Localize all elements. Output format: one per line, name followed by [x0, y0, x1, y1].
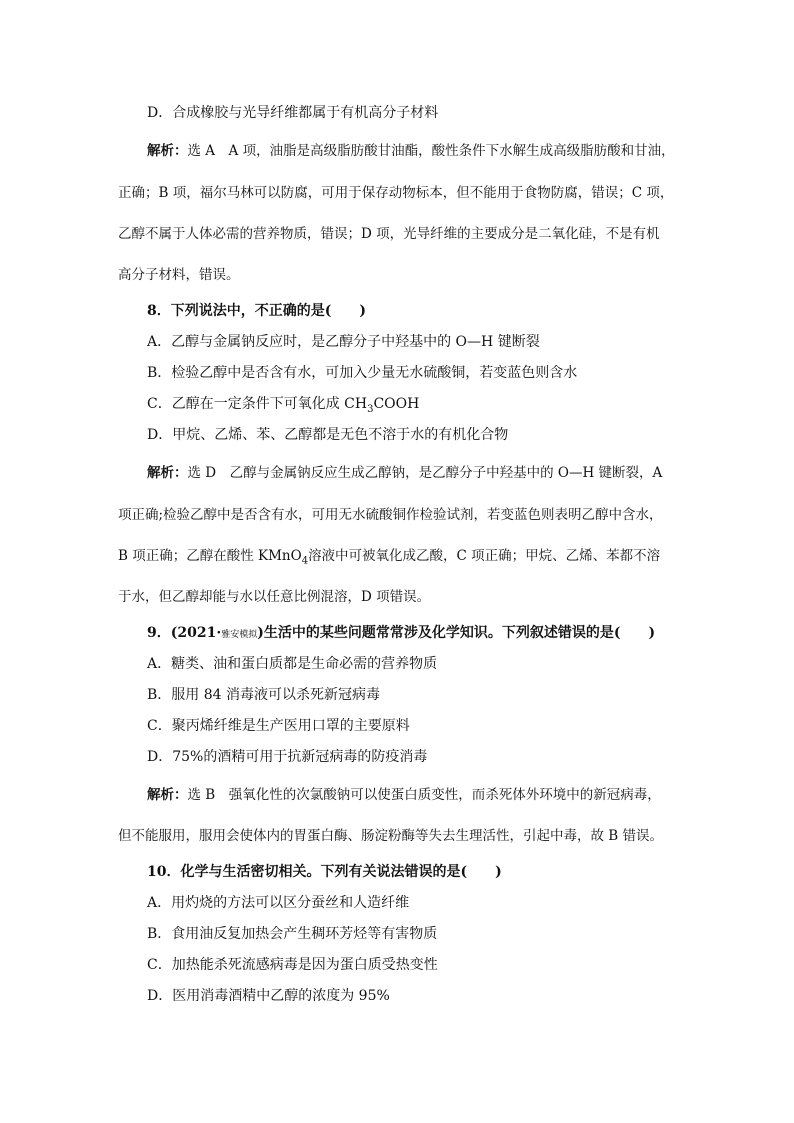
q8-analysis-line-2: 项正确;检验乙醇中是否含有水，可用无水硫酸铜作检验试剂，若变蓝色则表明乙醇中含水，: [118, 507, 663, 523]
analysis-label: 解析：: [147, 143, 188, 159]
q9-option-b: B．服用 84 消毒液可以杀死新冠病毒: [147, 687, 381, 703]
q8-analysis-line-3: B 项正确；乙醇在酸性 KMnO$_4$溶液中可被氧化成乙酸，C 项正确；甲烷、乙烯、苯都不溶: [118, 548, 661, 567]
q9-option-a: A．糖类、油和蛋白质都是生命必需的营养物质: [147, 656, 438, 672]
q8-analysis-line-4: 于水，但乙醇却能与水以任意比例混溶，D 项错误。: [118, 589, 431, 605]
analysis-label: 解析：: [147, 787, 188, 803]
analysis-label: 解析：: [147, 465, 188, 481]
q10-option-a: A．用灼烧的方法可以区分蚕丝和人造纤维: [147, 895, 410, 911]
q10-option-b: B．食用油反复加热会产生稠环芳烃等有害物质: [147, 926, 438, 942]
q9-analysis-line-1: 解析：选 B 强氧化性的次氯酸钠可以使蛋白质变性，而杀死体外环境中的新冠病毒，: [147, 787, 661, 803]
q8-analysis-line-1: 解析：选 D 乙醇与金属钠反应生成乙醇钠，是乙醇分子中羟基中的 O—H 键断裂，A: [147, 465, 663, 481]
q7-option-d: D．合成橡胶与光导纤维都属于有机高分子材料: [147, 105, 439, 121]
q8-option-b: B．检验乙醇中是否含有水，可加入少量无水硫酸铜，若变蓝色则含水: [147, 365, 578, 381]
q7-analysis-line-3: 乙醇不属于人体必需的营养物质，错误；D 项，光导纤维的主要成分是二氧化硅，不是有机: [118, 226, 660, 242]
q9-analysis-line-2: 但不能服用，服用会使体内的胃蛋白酶、肠淀粉酶等失去生理活性，引起中毒，故 B 错误。: [118, 828, 664, 844]
q9-option-d: D．75%的酒精可用于抗新冠病毒的防疫消毒: [147, 749, 428, 765]
q10-option-d: D．医用消毒酒精中乙醇的浓度为 95%: [147, 988, 390, 1004]
q9-stem: 9．(2021·雅安模拟)生活中的某些问题常常涉及化学知识。下列叙述错误的是( ): [147, 625, 656, 641]
q8-option-c: C．乙醇在一定条件下可氧化成 $CH_3COOH$: [147, 396, 420, 415]
q7-analysis-line-1: 解析：选 A A 项，油脂是高级脂肪酸甘油酯，酸性条件下水解生成高级脂肪酸和甘油，: [147, 143, 675, 159]
q8-option-d: D．甲烷、乙烯、苯、乙醇都是无色不溶于水的有机化合物: [147, 427, 509, 443]
q8-option-a: A．乙醇与金属钠反应时，是乙醇分子中羟基中的 O—H 键断裂: [147, 334, 540, 350]
q10-option-c: C．加热能杀死流感病毒是因为蛋白质受热变性: [147, 957, 438, 973]
q10-stem: 10．化学与生活密切相关。下列有关说法错误的是( ): [147, 864, 502, 880]
q8-stem: 8．下列说法中，不正确的是( ): [147, 303, 366, 319]
q7-analysis-line-2: 正确；B 项，福尔马林可以防腐，可用于保存动物标本，但不能用于食物防腐，错误；C 项，: [118, 185, 674, 201]
q9-option-c: C．聚丙烯纤维是生产医用口罩的主要原料: [147, 718, 410, 734]
q7-analysis-line-4: 高分子材料，错误。: [118, 267, 240, 283]
q9-source: 雅安模拟: [221, 630, 258, 640]
